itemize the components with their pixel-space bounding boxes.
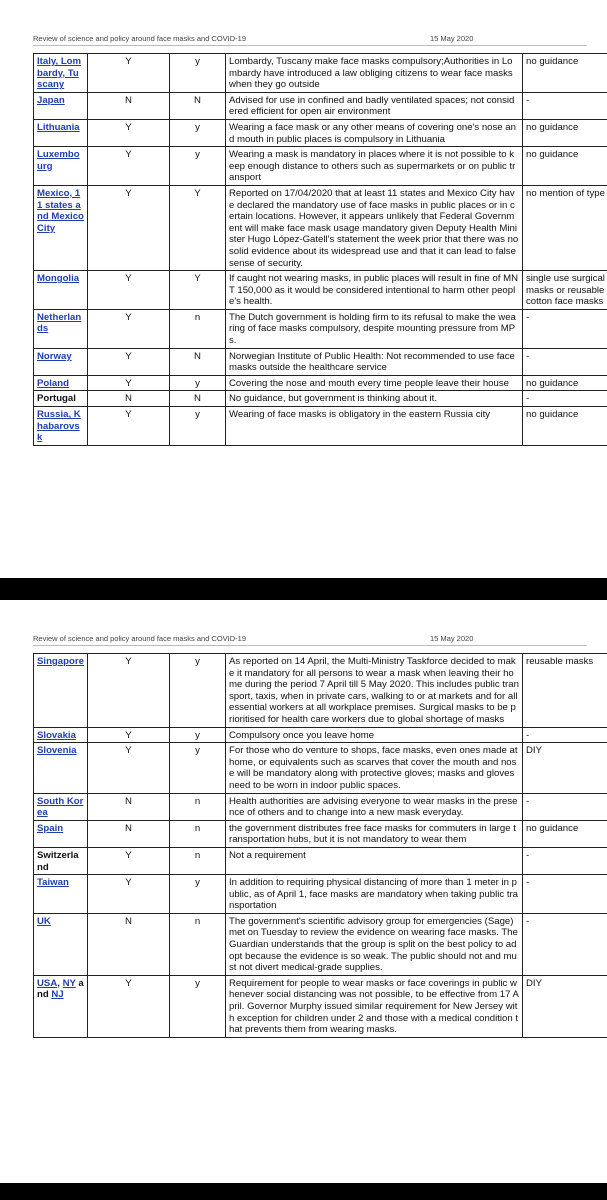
mandatory-cell: n bbox=[170, 793, 226, 820]
country-link[interactable]: Luxembourg bbox=[37, 149, 80, 172]
mask-type-cell: - bbox=[523, 309, 607, 348]
table-row bbox=[34, 391, 607, 407]
mask-type-cell: no guidance bbox=[523, 407, 607, 446]
country-cell bbox=[34, 375, 88, 391]
table-row bbox=[34, 727, 607, 743]
policy-table-body bbox=[34, 54, 607, 446]
country-link[interactable]: Japan bbox=[37, 94, 65, 106]
general-use-cell: Y bbox=[88, 847, 170, 874]
table-row bbox=[34, 185, 607, 270]
mask-type-cell: - bbox=[523, 348, 607, 375]
mandatory-cell: y bbox=[170, 727, 226, 743]
mask-type-cell: DIY bbox=[523, 743, 607, 793]
mask-type-cell: - bbox=[523, 875, 607, 914]
general-use-cell: N bbox=[88, 913, 170, 975]
mask-type-cell: no guidance bbox=[523, 820, 607, 847]
general-use-cell: N bbox=[88, 820, 170, 847]
country-cell bbox=[34, 309, 88, 348]
policy-notes-cell: The Dutch government is holding firm to its refusal to make the wearing of face masks compulsory, despite mounting pressure from MPs. bbox=[226, 309, 523, 348]
mandatory-cell: y bbox=[170, 743, 226, 793]
mandatory-cell: n bbox=[170, 820, 226, 847]
mandatory-cell: y bbox=[170, 975, 226, 1037]
country-link[interactable]: Mexico, 11 states and Mexico City bbox=[37, 187, 84, 234]
mask-type-cell: single use surgical masks or reusable cotton face masks bbox=[523, 271, 607, 310]
general-use-cell: Y bbox=[88, 348, 170, 375]
country-cell bbox=[34, 119, 88, 146]
country-cell bbox=[34, 975, 88, 1037]
policy-table-body bbox=[34, 654, 607, 1038]
general-use-cell: Y bbox=[88, 309, 170, 348]
mandatory-cell: y bbox=[170, 875, 226, 914]
mandatory-cell: y bbox=[170, 119, 226, 146]
country-cell bbox=[34, 185, 88, 270]
policy-notes-cell: If caught not wearing masks, in public places will result in fine of MNT 150,000 as it would be considered intentional to harm other people's health. bbox=[226, 271, 523, 310]
policy-notes-cell: the government distributes free face masks for commuters in large transportation hubs, but it is not mandatory to wear them bbox=[226, 820, 523, 847]
header-title: Review of science and policy around face masks and COVID-19 bbox=[33, 634, 247, 643]
country-text: , bbox=[57, 977, 63, 989]
policy-table bbox=[33, 653, 607, 1038]
policy-notes-cell: Health authorities are advising everyone to wear masks in the presence of others and to change into a new mask everyday. bbox=[226, 793, 523, 820]
policy-notes-cell: Covering the nose and mouth every time people leave their house bbox=[226, 375, 523, 391]
country-cell bbox=[34, 875, 88, 914]
policy-notes-cell: The government's scientific advisory group for emergencies (Sage) met on Tuesday to review the evidence on wearing face masks. The Guardian understands that the group is split on the best policy to adopt because the evidence is so weak. The public should not and must not divert medical-grade supplies. bbox=[226, 913, 523, 975]
mandatory-cell: y bbox=[170, 54, 226, 93]
mandatory-cell: n bbox=[170, 309, 226, 348]
table-row bbox=[34, 54, 607, 93]
table-row bbox=[34, 271, 607, 310]
mask-type-cell: no guidance bbox=[523, 119, 607, 146]
table-row bbox=[34, 407, 607, 446]
table-row bbox=[34, 975, 607, 1037]
country-cell bbox=[34, 793, 88, 820]
document-page-1 bbox=[0, 0, 607, 578]
general-use-cell: Y bbox=[88, 375, 170, 391]
country-cell bbox=[34, 743, 88, 793]
general-use-cell: Y bbox=[88, 271, 170, 310]
mask-type-cell: - bbox=[523, 913, 607, 975]
general-use-cell: Y bbox=[88, 875, 170, 914]
country-link[interactable]: Spain bbox=[37, 822, 64, 834]
country-link[interactable]: South Korea bbox=[37, 795, 84, 819]
general-use-cell: Y bbox=[88, 975, 170, 1037]
mandatory-cell: n bbox=[170, 847, 226, 874]
header-date: 15 May 2020 bbox=[430, 634, 474, 643]
table-row bbox=[34, 875, 607, 914]
table-row bbox=[34, 793, 607, 820]
country-cell bbox=[34, 820, 88, 847]
policy-notes-cell: Lombardy, Tuscany make face masks compulsory;Authorities in Lombardy have introduced a law obliging citizens to wear face masks when they go outside bbox=[226, 54, 523, 93]
country-link[interactable]: Russia, Khabarovsk bbox=[37, 409, 81, 444]
page-header bbox=[33, 0, 587, 46]
country-cell bbox=[34, 147, 88, 186]
country-cell bbox=[34, 92, 88, 119]
mandatory-cell: y bbox=[170, 375, 226, 391]
country-text: Portugal bbox=[37, 393, 76, 405]
general-use-cell: Y bbox=[88, 407, 170, 446]
policy-notes-cell: Wearing of face masks is obligatory in the eastern Russia city bbox=[226, 407, 523, 446]
mandatory-cell: N bbox=[170, 92, 226, 119]
mask-type-cell: - bbox=[523, 92, 607, 119]
policy-notes-cell: Reported on 17/04/2020 that at least 11 states and Mexico City have declared the mandatory use of face masks in public places or in certain locations. However, it appears unlikely that Federal Government will make face mask usage mandatory given Deputy Health Minister Hugo López-Gatell's statement the week prior that there was no solid evidence about its widespread use and that it can lead to false sense of security. bbox=[226, 185, 523, 270]
country-text: and bbox=[37, 977, 84, 1001]
mask-type-cell: no guidance bbox=[523, 54, 607, 93]
mandatory-cell: n bbox=[170, 913, 226, 975]
country-link[interactable]: UK bbox=[37, 915, 51, 927]
table-row bbox=[34, 375, 607, 391]
general-use-cell: Y bbox=[88, 743, 170, 793]
policy-notes-cell: In addition to requiring physical distancing of more than 1 meter in public, as of April 1, face masks are mandatory when taking public transportation bbox=[226, 875, 523, 914]
policy-notes-cell: Wearing a face mask or any other means of covering one's nose and mouth in public places is compulsory in Lithuania bbox=[226, 119, 523, 146]
general-use-cell: N bbox=[88, 391, 170, 407]
mask-type-cell: no guidance bbox=[523, 375, 607, 391]
mandatory-cell: y bbox=[170, 654, 226, 728]
policy-notes-cell: Wearing a mask is mandatory in places where it is not possible to keep enough distance to others such as supermarkets or on public transport bbox=[226, 147, 523, 186]
country-link[interactable]: NJ bbox=[51, 989, 64, 1001]
general-use-cell: Y bbox=[88, 147, 170, 186]
table-row bbox=[34, 847, 607, 874]
table-row bbox=[34, 654, 607, 728]
country-link[interactable]: Italy, Lombardy, Tuscany bbox=[37, 56, 82, 91]
table-row bbox=[34, 119, 607, 146]
country-cell bbox=[34, 654, 88, 728]
header-divider bbox=[33, 45, 587, 46]
mandatory-cell: Y bbox=[170, 185, 226, 270]
table-row bbox=[34, 743, 607, 793]
country-link[interactable]: Netherlands bbox=[37, 311, 82, 335]
country-link[interactable]: Slovakia bbox=[37, 729, 76, 741]
policy-notes-cell: Advised for use in confined and badly ventilated spaces; not considered efficient for open air environment bbox=[226, 92, 523, 119]
country-text: Switzerland bbox=[37, 849, 79, 873]
country-link[interactable]: Mongolia bbox=[37, 273, 80, 285]
country-link[interactable]: Taiwan bbox=[37, 877, 69, 889]
general-use-cell: Y bbox=[88, 185, 170, 270]
mandatory-cell: N bbox=[170, 391, 226, 407]
policy-notes-cell: Compulsory once you leave home bbox=[226, 727, 523, 743]
general-use-cell: N bbox=[88, 92, 170, 119]
mask-type-cell: - bbox=[523, 793, 607, 820]
country-cell bbox=[34, 391, 88, 407]
country-cell bbox=[34, 348, 88, 375]
table-row bbox=[34, 913, 607, 975]
header-title: Review of science and policy around face masks and COVID-19 bbox=[33, 34, 247, 43]
table-row bbox=[34, 92, 607, 119]
country-link[interactable]: Poland bbox=[37, 377, 69, 389]
policy-notes-cell: Norwegian Institute of Public Health: Not recommended to use face masks outside the healthcare service bbox=[226, 348, 523, 375]
policy-notes-cell: For those who do venture to shops, face masks, even ones made at home, or equivalents such as scarves that cover the mouth and nose will be mandatory along with protective gloves; masks and gloves need to be worn in indoor public spaces. bbox=[226, 743, 523, 793]
policy-notes-cell: Requirement for people to wear masks or face coverings in public whenever social distancing was not possible, to be effective from 17 April. Governor Murphy issued similar requirement for New Jersey with exception for children under 2 and those with a medical condition that prevents them from wearing masks. bbox=[226, 975, 523, 1037]
document-page-2 bbox=[0, 600, 607, 1183]
table-row bbox=[34, 147, 607, 186]
mandatory-cell: Y bbox=[170, 271, 226, 310]
policy-notes-cell: As reported on 14 April, the Multi-Ministry Taskforce decided to make it mandatory for all persons to wear a mask when leaving their home during the period 7 April till 5 May 2020. This includes public transport, taxis, when in private cars, walking to or at markets and for all essential workers at all workplace premises. Surgical masks to be prioritised for health care workers due to global shortage of masks bbox=[226, 654, 523, 728]
country-cell bbox=[34, 847, 88, 874]
general-use-cell: Y bbox=[88, 654, 170, 728]
country-link[interactable]: NY bbox=[62, 977, 76, 989]
country-cell bbox=[34, 407, 88, 446]
policy-notes-cell: Not a requirement bbox=[226, 847, 523, 874]
policy-table bbox=[33, 53, 607, 446]
table-row bbox=[34, 309, 607, 348]
general-use-cell: Y bbox=[88, 727, 170, 743]
table-row bbox=[34, 348, 607, 375]
mandatory-cell: y bbox=[170, 147, 226, 186]
mask-type-cell: no guidance bbox=[523, 147, 607, 186]
country-cell bbox=[34, 913, 88, 975]
country-link[interactable]: USA bbox=[37, 977, 58, 989]
country-link[interactable]: Lithuania bbox=[37, 121, 80, 133]
mandatory-cell: N bbox=[170, 348, 226, 375]
mask-type-cell: - bbox=[523, 391, 607, 407]
mask-type-cell: reusable masks bbox=[523, 654, 607, 728]
country-cell bbox=[34, 727, 88, 743]
mandatory-cell: y bbox=[170, 407, 226, 446]
table-row bbox=[34, 820, 607, 847]
mask-type-cell: - bbox=[523, 847, 607, 874]
general-use-cell: Y bbox=[88, 119, 170, 146]
country-link[interactable]: Norway bbox=[37, 350, 72, 362]
mask-type-cell: - bbox=[523, 727, 607, 743]
general-use-cell: N bbox=[88, 793, 170, 820]
page-header bbox=[33, 600, 587, 646]
mask-type-cell: no mention of type bbox=[523, 185, 607, 270]
header-date: 15 May 2020 bbox=[430, 34, 474, 43]
general-use-cell: Y bbox=[88, 54, 170, 93]
country-link[interactable]: Singapore bbox=[37, 656, 84, 667]
country-link[interactable]: Slovenia bbox=[37, 745, 77, 757]
country-cell bbox=[34, 271, 88, 310]
header-divider bbox=[33, 645, 587, 646]
policy-notes-cell: No guidance, but government is thinking about it. bbox=[226, 391, 523, 407]
mask-type-cell: DIY bbox=[523, 975, 607, 1037]
country-cell bbox=[34, 54, 88, 93]
